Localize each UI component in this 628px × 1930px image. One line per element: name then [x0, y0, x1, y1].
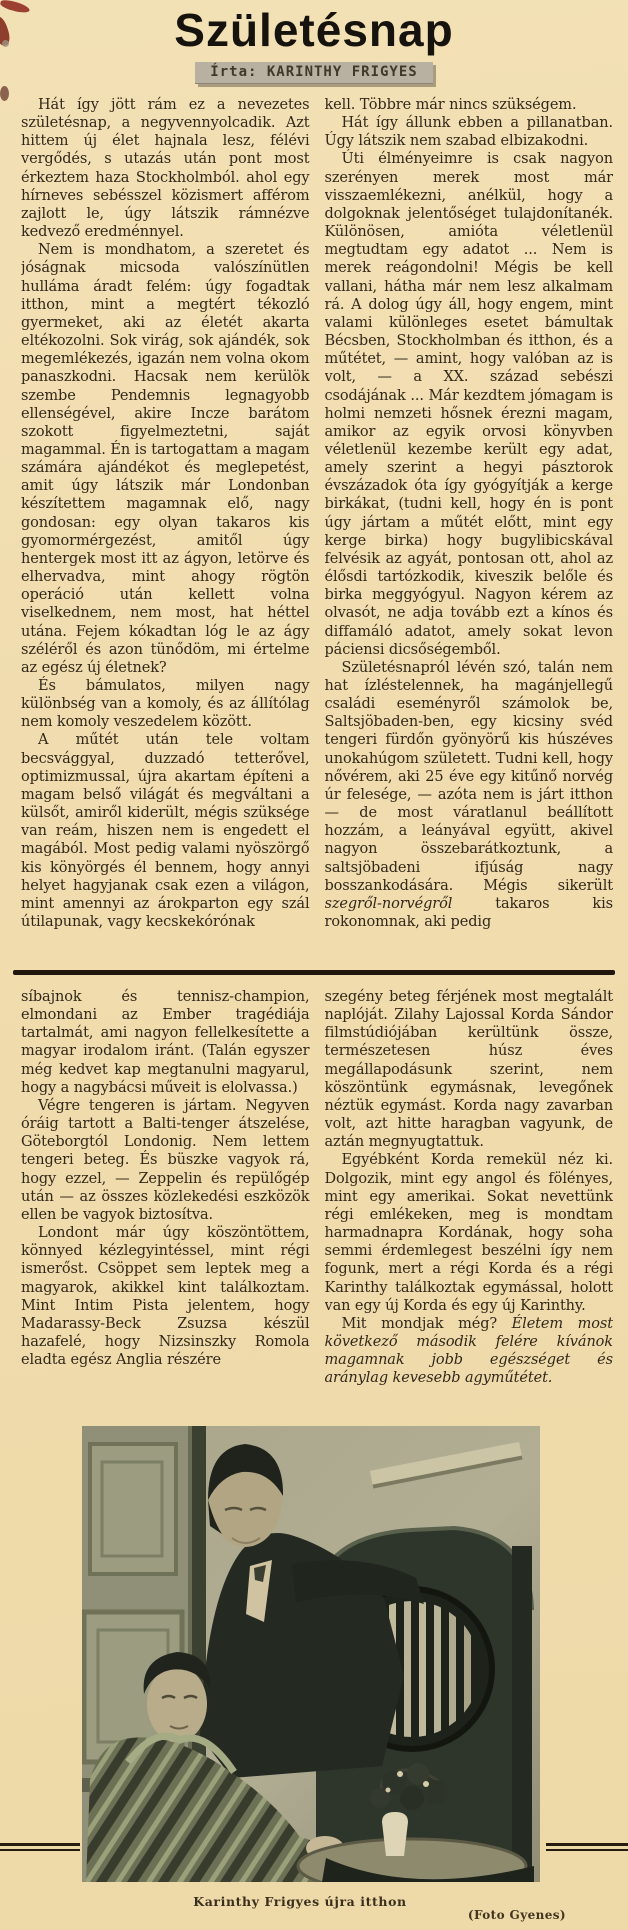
caption-row	[0, 1888, 628, 1930]
body-text: Londont már úgy köszöntöttem, könnyed kézlegyintéssel, mint régi ismerőst. Csöppet sem leptek meg a magyarok, akikkel kint találkoztam. Mint Intim Pista jelentem, hogy Madarassy-Beck Zsuzsa készül hazafelé, hogy Nizsinszky Romola eladta egész Anglia részére	[21, 1225, 310, 1369]
body-text: Hát így állunk ebben a pillanatban. Úgy látszik nem szabad elbizakodni.	[324, 115, 613, 150]
italic-text: szegről-norvégről	[324, 895, 453, 912]
left-rule	[0, 1843, 80, 1851]
body-text: Úti élményeimre is csak nagyon szerényen merek most már visszaemlékezni, anélkül, hogy a dolgoknak jelentőséget tulajdonítanék. Különösen, amióta véletlenül megtudtam egy adatot ... Nem is merek reágondolni! Mégis be kell vallani, hátha már nem lesz alkalmam rá. A dolog úgy áll, hogy engem, mint valami különleges esetet bámultak Bécsben, Stockholmban és itthon, és a műtétet, — amint, hogy valóban az is volt, — a XX. század sebészi csodájának ... Már kezdtem jómagam is holmi nemzeti hősnek érezni magam, amikor az egyik orvosi könyvben véletlenül kezembe került egy adat, amely szerint a hegyi pásztorok évszázadok óta így gyógyítják a kerge birkákat, (tudni kell, hogy én is pont úgy jártam a műtét előtt, mint egy kerge birka) hogy bugylibicskával felvésik az agyát, pontosan ott, ahol az élősdi tartózkodik, kiveszik belőle és birka meggyógyul. Nagyon kérem az olvasót, ne adja tovább ezt a kínos és diffamáló adatot, amely sokat levon páciensi dicsőségemből.	[324, 151, 613, 658]
paragraph	[325, 988, 614, 1151]
paragraph	[325, 150, 614, 658]
photo-caption: Karinthy Frigyes újra itthon	[193, 1894, 407, 1909]
body-text: Mit mondjak még?	[341, 1315, 512, 1332]
section-divider	[13, 970, 615, 975]
body-text: Végre tengeren is jártam. Negyven óráig tartott a Balti-tenger átszelése, Göteborgtól Londonig. Nem lettem tengeri beteg. És büszke vagyok rá, hogy ezzel, — Zeppelin és repülőgép után — az összes közlekedési eszközök ellen be vagyok biztosítva.	[21, 1097, 310, 1223]
body-text: szegény beteg férjének most megtalált naplóját. Zilahy Lajossal Korda Sándor filmstúdiójában kerültünk össze, természetesen húsz éves megállapodásunk szerint, nem köszöntünk egymásnak, levegőnek néztük egymást. Korda nagy zavarban volt, azt hitte haragban vagyunk, de aztán megnyugtattuk.	[324, 989, 613, 1151]
italic-text: Életem most következő második felére kívánok magamnak jobb egészséget és aránylag kevesebb agyműtétet.	[324, 1315, 613, 1387]
body-text: Egyébként Korda remekül néz ki. Dolgozik, mint egy angol és fölényes, mint egy amerikai. Sokat nevettünk régi emlékeken, meg is mondtam harmadnapra Kordának, hogy soha semmi érdemlegest beszélni így nem fogunk, mert a régi Korda és a régi Karinthy találkoztak egymással, holott van egy új Korda és egy új Karinthy.	[324, 1152, 613, 1314]
top-right-column	[325, 96, 614, 970]
byline: Írta: KARINTHY FRIGYES	[195, 62, 432, 84]
right-rule	[546, 1843, 628, 1851]
paragraph	[325, 96, 614, 114]
body-text: Hát így jött rám ez a nevezetes születésnap, a negyvennyolcadik. Azt hittem új élet hajnala lesz, félévi vergődés, s utazás után pont most érkeztem haza Stockholmból. ahol egy hírneves sebésszel közismert afférom zajlott le, úgy látszik rámnézve kedvező eredménnyel.	[21, 97, 310, 241]
photo-credit: (Foto Gyenes)	[467, 1908, 566, 1922]
paragraph	[21, 731, 310, 931]
body-text: Születésnapról lévén szó, talán nem hat ízléstelennek, ha magánjellegű családi eseményről számolok be, Saltsjöbaden-ben, egy kicsiny svéd tengeri fürdőn gyönyörű kis húszéves unokahúgom született. Tudni kell, hogy nővérem, aki 25 éve egy kitűnő norvég úr felesége, — azóta nem is járt itthon — de most váratlanul beállított hozzám, a leányával együtt, akivel nagyon összebarátkoztunk, a saltsjöbadeni ifjúság nagy bosszankodására. Mégis sikerült	[324, 659, 613, 894]
photo	[82, 1426, 540, 1882]
body-text: És bámulatos, milyen nagy különbség van a komoly, és az állítólag nem komoly veszedelem között.	[21, 678, 310, 731]
body-text: Nem is mondhatom, a szeretet és jóságnak micsoda valószínütlen hulláma áradt felém: úgy fogadtak itthon, mint a megtért tékozló gyermeket, aki az életét akarta eltékozolni. Sok virág, sok ajándék, sok megemlékezés, igazán nem volna okom panaszkodni. Hacsak nem kerülök szembe Pendemnis legnagyobb ellenségével, akire Incze barátom szokott figyelmeztetni, saját magammal. Én is tartogattam a magam számára ajándékot és meglepetést, amit úgy látszik már Londonban készítettem magamnak elő, nagy gondosan: egy olyan takaros kis gyomormérgezést, amitől úgy hentergek most itt az ágyon, letörve és elhervadva, mint ahogy rögtön operáció után kellett volna viselkednem, nem most, hat héttel utána. Fejem kókadtan lóg le az ágy széléről és azon tünődöm, mi értelme az egész új életnek?	[21, 242, 310, 676]
paragraph	[21, 241, 310, 677]
body-text: kell. Többre már nincs szükségem.	[324, 97, 577, 113]
scan-artifact	[0, 86, 9, 101]
article-title: Születésnap	[174, 4, 454, 56]
paragraph	[325, 659, 614, 931]
top-left-column	[21, 96, 310, 970]
photo-illustration	[82, 1426, 540, 1882]
body-text: síbajnok és tennisz-champion, elmondani az Ember tragédiája tartalmát, ami nagyon fellelkesítette a magyar irodalom iránt. (Talán egyszer még kedvet kap megtanulni magyarul, hogy a nagybácsi műveit is elolvassa.)	[21, 989, 310, 1096]
paragraph	[325, 114, 614, 150]
paragraph	[325, 1315, 614, 1388]
paragraph	[21, 1224, 310, 1369]
paragraph	[21, 988, 310, 1097]
byline-row	[0, 61, 628, 87]
bottom-right-column	[325, 988, 614, 1422]
masthead	[0, 0, 628, 87]
body-text: A műtét után tele voltam becsvággyal, duzzadó tetterővel, optimizmussal, újra akartam építeni a magam belső világát és megváltani a külsőt, amiről kiderült, mégis szüksége van reám, hiszen nem is engedett el magából. Most pedig valami nyöszörgő kis könyörgés él bennem, hogy annyi helyet hagyjanak csak ezen a világon, mint amennyi az árokparton egy szál útilapunak, vagy kecskekórónak	[21, 732, 310, 931]
body-text: takaros kis rokonomnak, aki pedig	[324, 895, 613, 931]
bottom-section	[0, 988, 628, 1422]
paragraph	[21, 96, 310, 241]
paragraph	[21, 677, 310, 731]
bottom-left-column	[21, 988, 310, 1422]
top-section	[0, 96, 628, 970]
scan-artifact	[2, 40, 9, 47]
paragraph	[21, 1097, 310, 1224]
paragraph	[325, 1151, 614, 1314]
